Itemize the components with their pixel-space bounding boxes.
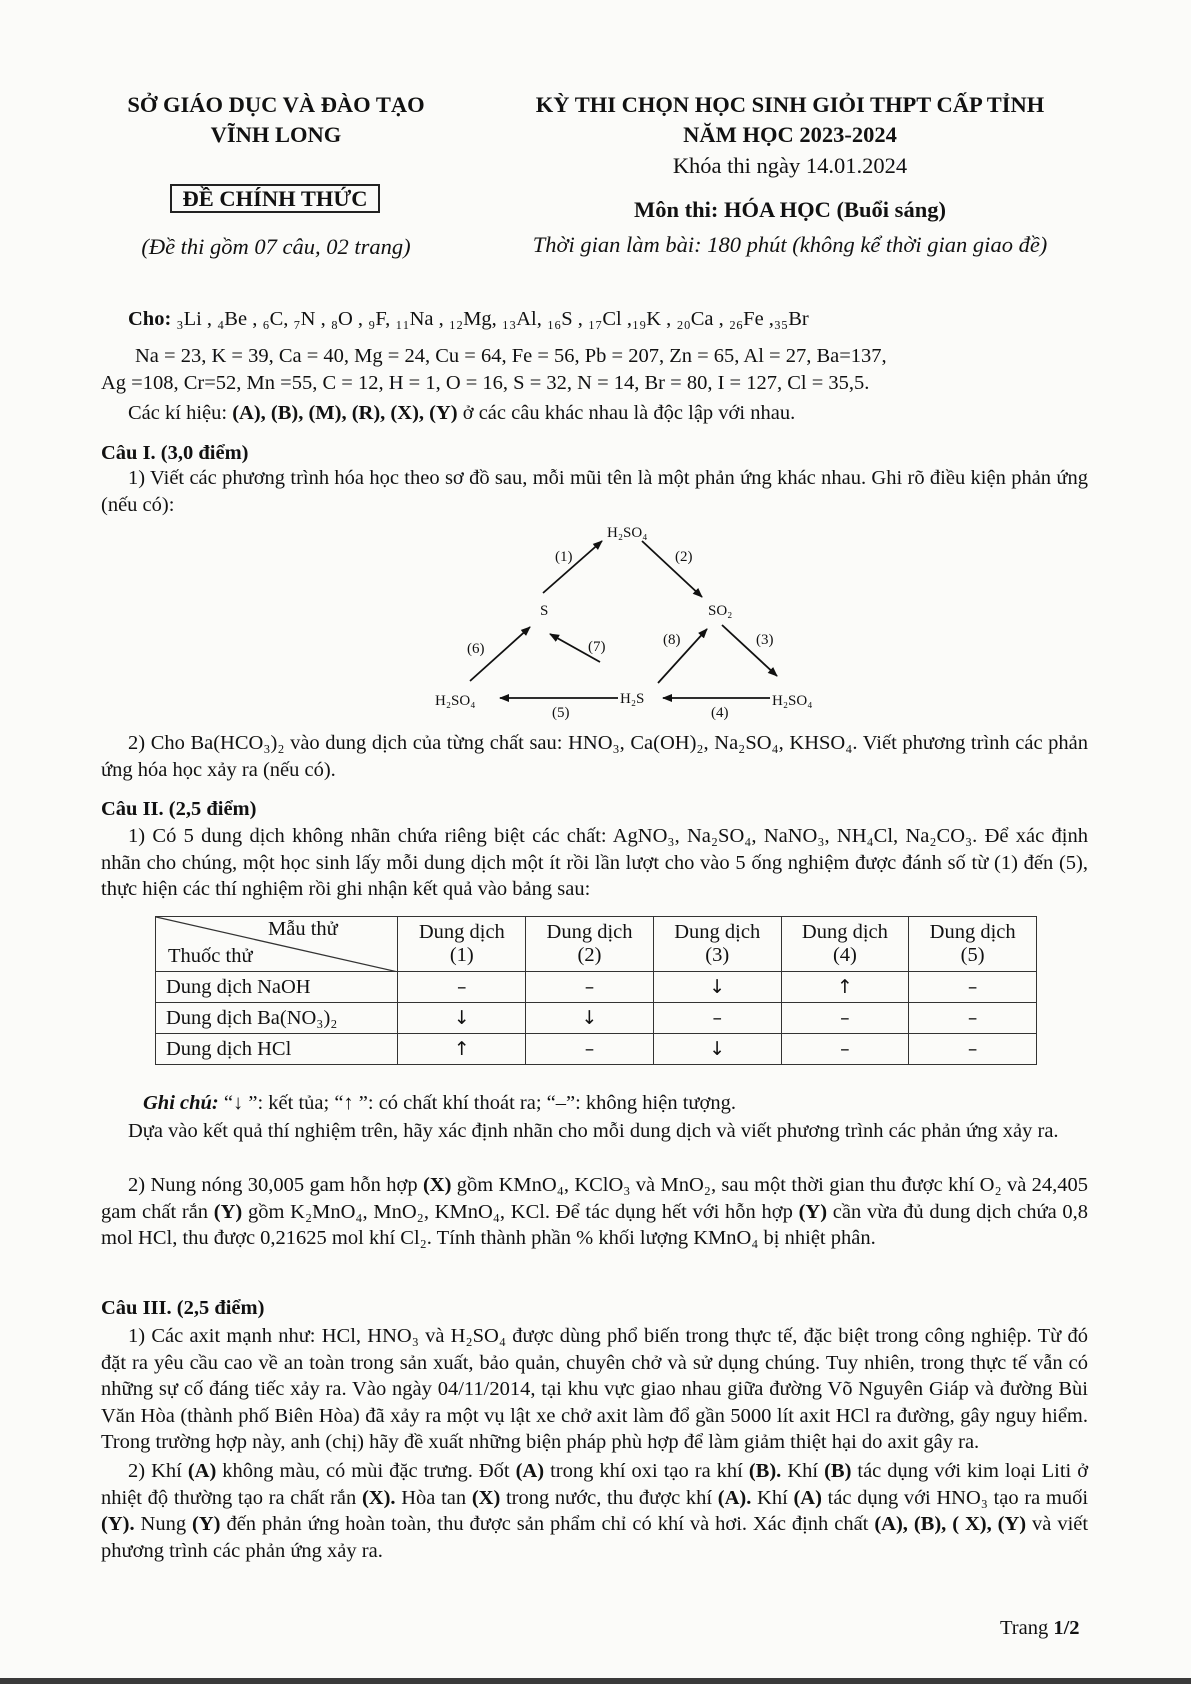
col-head-5: Dung dịch (5) [909,917,1037,972]
result-cell: – [781,1003,909,1034]
result-cell: ↓ [653,972,781,1003]
page-number: Trang 1/2 [1000,1617,1080,1639]
q2-followup: Dựa vào kết quả thí nghiệm trên, hãy xác định nhãn cho mỗi dung dịch và viết phương trình các phản ứng xảy ra. [128,1120,1059,1142]
result-cell: ↓ [653,1034,781,1065]
q1-part2: 2) Cho Ba(HCO₃)₂ vào dung dịch của từng chất sau: HNO₃, Ca(OH)₂, Na₂SO₄, KHSO₄. Viết phương trình các phản ứng hóa học xảy ra (nếu có). [101,732,1089,781]
reaction-scheme-diagram [400,515,860,725]
label-8: (8) [663,632,681,648]
label-1: (1) [555,549,573,565]
reagent-cell: Dung dịch HCl [156,1034,398,1065]
result-cell: – [909,1003,1037,1034]
result-cell: – [526,1034,654,1065]
col-head-1: Dung dịch (1) [398,917,526,972]
atomic-masses-1: Na = 23, K = 39, Ca = 40, Mg = 24, Cu = 64, Fe = 56, Pb = 207, Zn = 65, Al = 27, Ba=137, [135,345,887,367]
reagent-cell: Dung dịch Ba(NO₃)₂ [156,1003,398,1034]
q1-title: Câu I. (3,0 điểm) [101,442,249,464]
q2-part2: 2) Nung nóng 30,005 gam hỗn hợp (X) gồm KMnO₄, KClO₃ và MnO₂, sau một thời gian thu được khí O₂ và 24,405 gam chất rắn (Y) gồm K₂MnO₄, MnO₂, KMnO₄, KCl. Để tác dụng hết với hỗn hợp (Y) cần vừa đủ dung dịch chứa 0,8 mol HCl, thu được 0,21625 mol khí Cl₂. Tính thành phần % khối lượng KMnO₄ bị nhiệt phân. [101,1174,1089,1249]
q3-part2: 2) Khí (A) không màu, có mùi đặc trưng. Đốt (A) trong khí oxi tạo ra khí (B). Khí (B) tác dụng với kim loại Liti ở nhiệt độ thường tạo ra chất rắn (X). Hòa tan (X) trong nước, thu được khí (A). Khí (A) tác dụng với HNO₃ tạo ra muối (Y). Nung (Y) đến phản ứng hoàn toàn, thu được sản phẩm chỉ có khí và hơi. Xác định chất (A), (B), ( X), (Y) và viết phương trình các phản ứng xảy ra. [101,1460,1089,1562]
q3-title: Câu III. (2,5 điểm) [101,1297,265,1319]
corner-reagent: Thuốc thử [168,945,253,967]
table-corner-cell [156,917,398,972]
result-cell: ↑ [398,1034,526,1065]
col-head-2: Dung dịch (2) [526,917,654,972]
subject: Môn thi: HÓA HỌC (Buổi sáng) [634,197,946,222]
corner-sample: Mẫu thử [268,918,338,940]
table-row [156,1003,1037,1034]
scan-edge-bar [0,1678,1191,1684]
department-name: SỞ GIÁO DỤC VÀ ĐÀO TẠO [127,92,425,117]
exam-title: KỲ THI CHỌN HỌC SINH GIỎI THPT CẤP TỈNH [535,92,1045,117]
province-name: VĨNH LONG [210,122,342,147]
official-label: ĐỀ CHÍNH THỨC [155,184,395,214]
node-h2s: H₂S [620,691,645,707]
q2-part1: 1) Có 5 dung dịch không nhãn chứa riêng biệt các chất: AgNO₃, Na₂SO₄, NaNO₃, NH₄Cl, Na₂CO₃. Để xác định nhãn cho chúng, một học sinh lấy mỗi dung dịch một ít rồi lần lượt cho vào 5 ống nghiệm được đánh số từ (1) đến (5), thực hiện các thí nghiệm rồi ghi nhận kết quả vào bảng sau: [101,825,1088,900]
result-cell: ↓ [398,1003,526,1034]
node-s: S [540,603,549,619]
label-2: (2) [675,549,693,565]
col-head-4: Dung dịch (4) [781,917,909,972]
arrow-1 [543,541,602,593]
result-cell: – [909,972,1037,1003]
node-so2: SO₂ [708,603,733,619]
node-h2so4-top: H₂SO₄ [607,525,648,541]
symbols-note: Các kí hiệu: (A), (B), (M), (R), (X), (Y) ở các câu khác nhau là độc lập với nhau. [128,402,796,424]
label-4: (4) [711,705,729,721]
result-cell: ↓ [526,1003,654,1034]
table-legend-note: Ghi chú: “↓ ”: kết tủa; “↑ ”: có chất khí thoát ra; “–”: không hiện tượng. [143,1092,736,1114]
table-row [156,972,1037,1003]
atomic-masses-2: Ag =108, Cr=52, Mn =55, C = 12, H = 1, O = 16, S = 32, N = 14, Br = 80, I = 127, Cl = 35,5. [101,372,870,394]
result-cell: – [909,1034,1037,1065]
result-cell: – [526,972,654,1003]
node-h2so4-left: H₂SO₄ [435,693,476,709]
label-5: (5) [552,705,570,721]
exam-page-note: (Đề thi gồm 07 câu, 02 trang) [141,234,411,259]
result-cell: – [398,972,526,1003]
exam-date: Khóa thi ngày 14.01.2024 [672,153,908,178]
q3-part1: 1) Các axit mạnh như: HCl, HNO₃ và H₂SO₄ được dùng phổ biến trong thực tế, đặc biệt trong công nghiệp. Từ đó đặt ra yêu cầu cao về an toàn trong sản xuất, bảo quản, chuyên chở và sử dụng chúng. Tuy nhiên, trong thực tế vẫn có những sự cố đáng tiếc xảy ra. Vào ngày 04/11/2014, tại khu vực giao nhau giữa đường Võ Nguyên Giáp và đường Bùi Văn Hòa (thành phố Biên Hòa) đã xảy ra một vụ lật xe chở axit làm đổ gần 5000 lít axit HCl ra đường, gây nguy hiểm. Trong trường hợp này, anh (chị) hãy đề xuất những biện pháp phù hợp để làm giảm thiệt hại do axit gây ra. [101,1325,1089,1453]
experiment-table [155,916,1037,1065]
label-7: (7) [588,639,606,655]
time-limit: Thời gian làm bài: 180 phút (không kể thời gian giao đề) [532,232,1048,257]
label-3: (3) [756,632,774,648]
table-row [156,1034,1037,1065]
col-head-3: Dung dịch (3) [653,917,781,972]
q2-title: Câu II. (2,5 điểm) [101,798,257,820]
given-elements: Cho: ₃Li , ₄Be , ₆C, ₇N , ₈O , ₉F, ₁₁Na , ₁₂Mg, ₁₃Al, ₁₆S , ₁₇Cl ,₁₉K , ₂₀Ca , ₂₆Fe ,₃₅Br [128,308,809,330]
result-cell: – [653,1003,781,1034]
node-h2so4-right: H₂SO₄ [772,693,813,709]
label-6: (6) [467,641,485,657]
result-cell: ↑ [781,972,909,1003]
reagent-cell: Dung dịch NaOH [156,972,398,1003]
q1-part1: 1) Viết các phương trình hóa học theo sơ đồ sau, mỗi mũi tên là một phản ứng khác nhau. Ghi rõ điều kiện phản ứng (nếu có): [101,467,1088,516]
school-year: NĂM HỌC 2023-2024 [683,122,897,147]
result-cell: – [781,1034,909,1065]
arrow-2 [642,541,702,597]
table-header-row [156,917,1037,972]
